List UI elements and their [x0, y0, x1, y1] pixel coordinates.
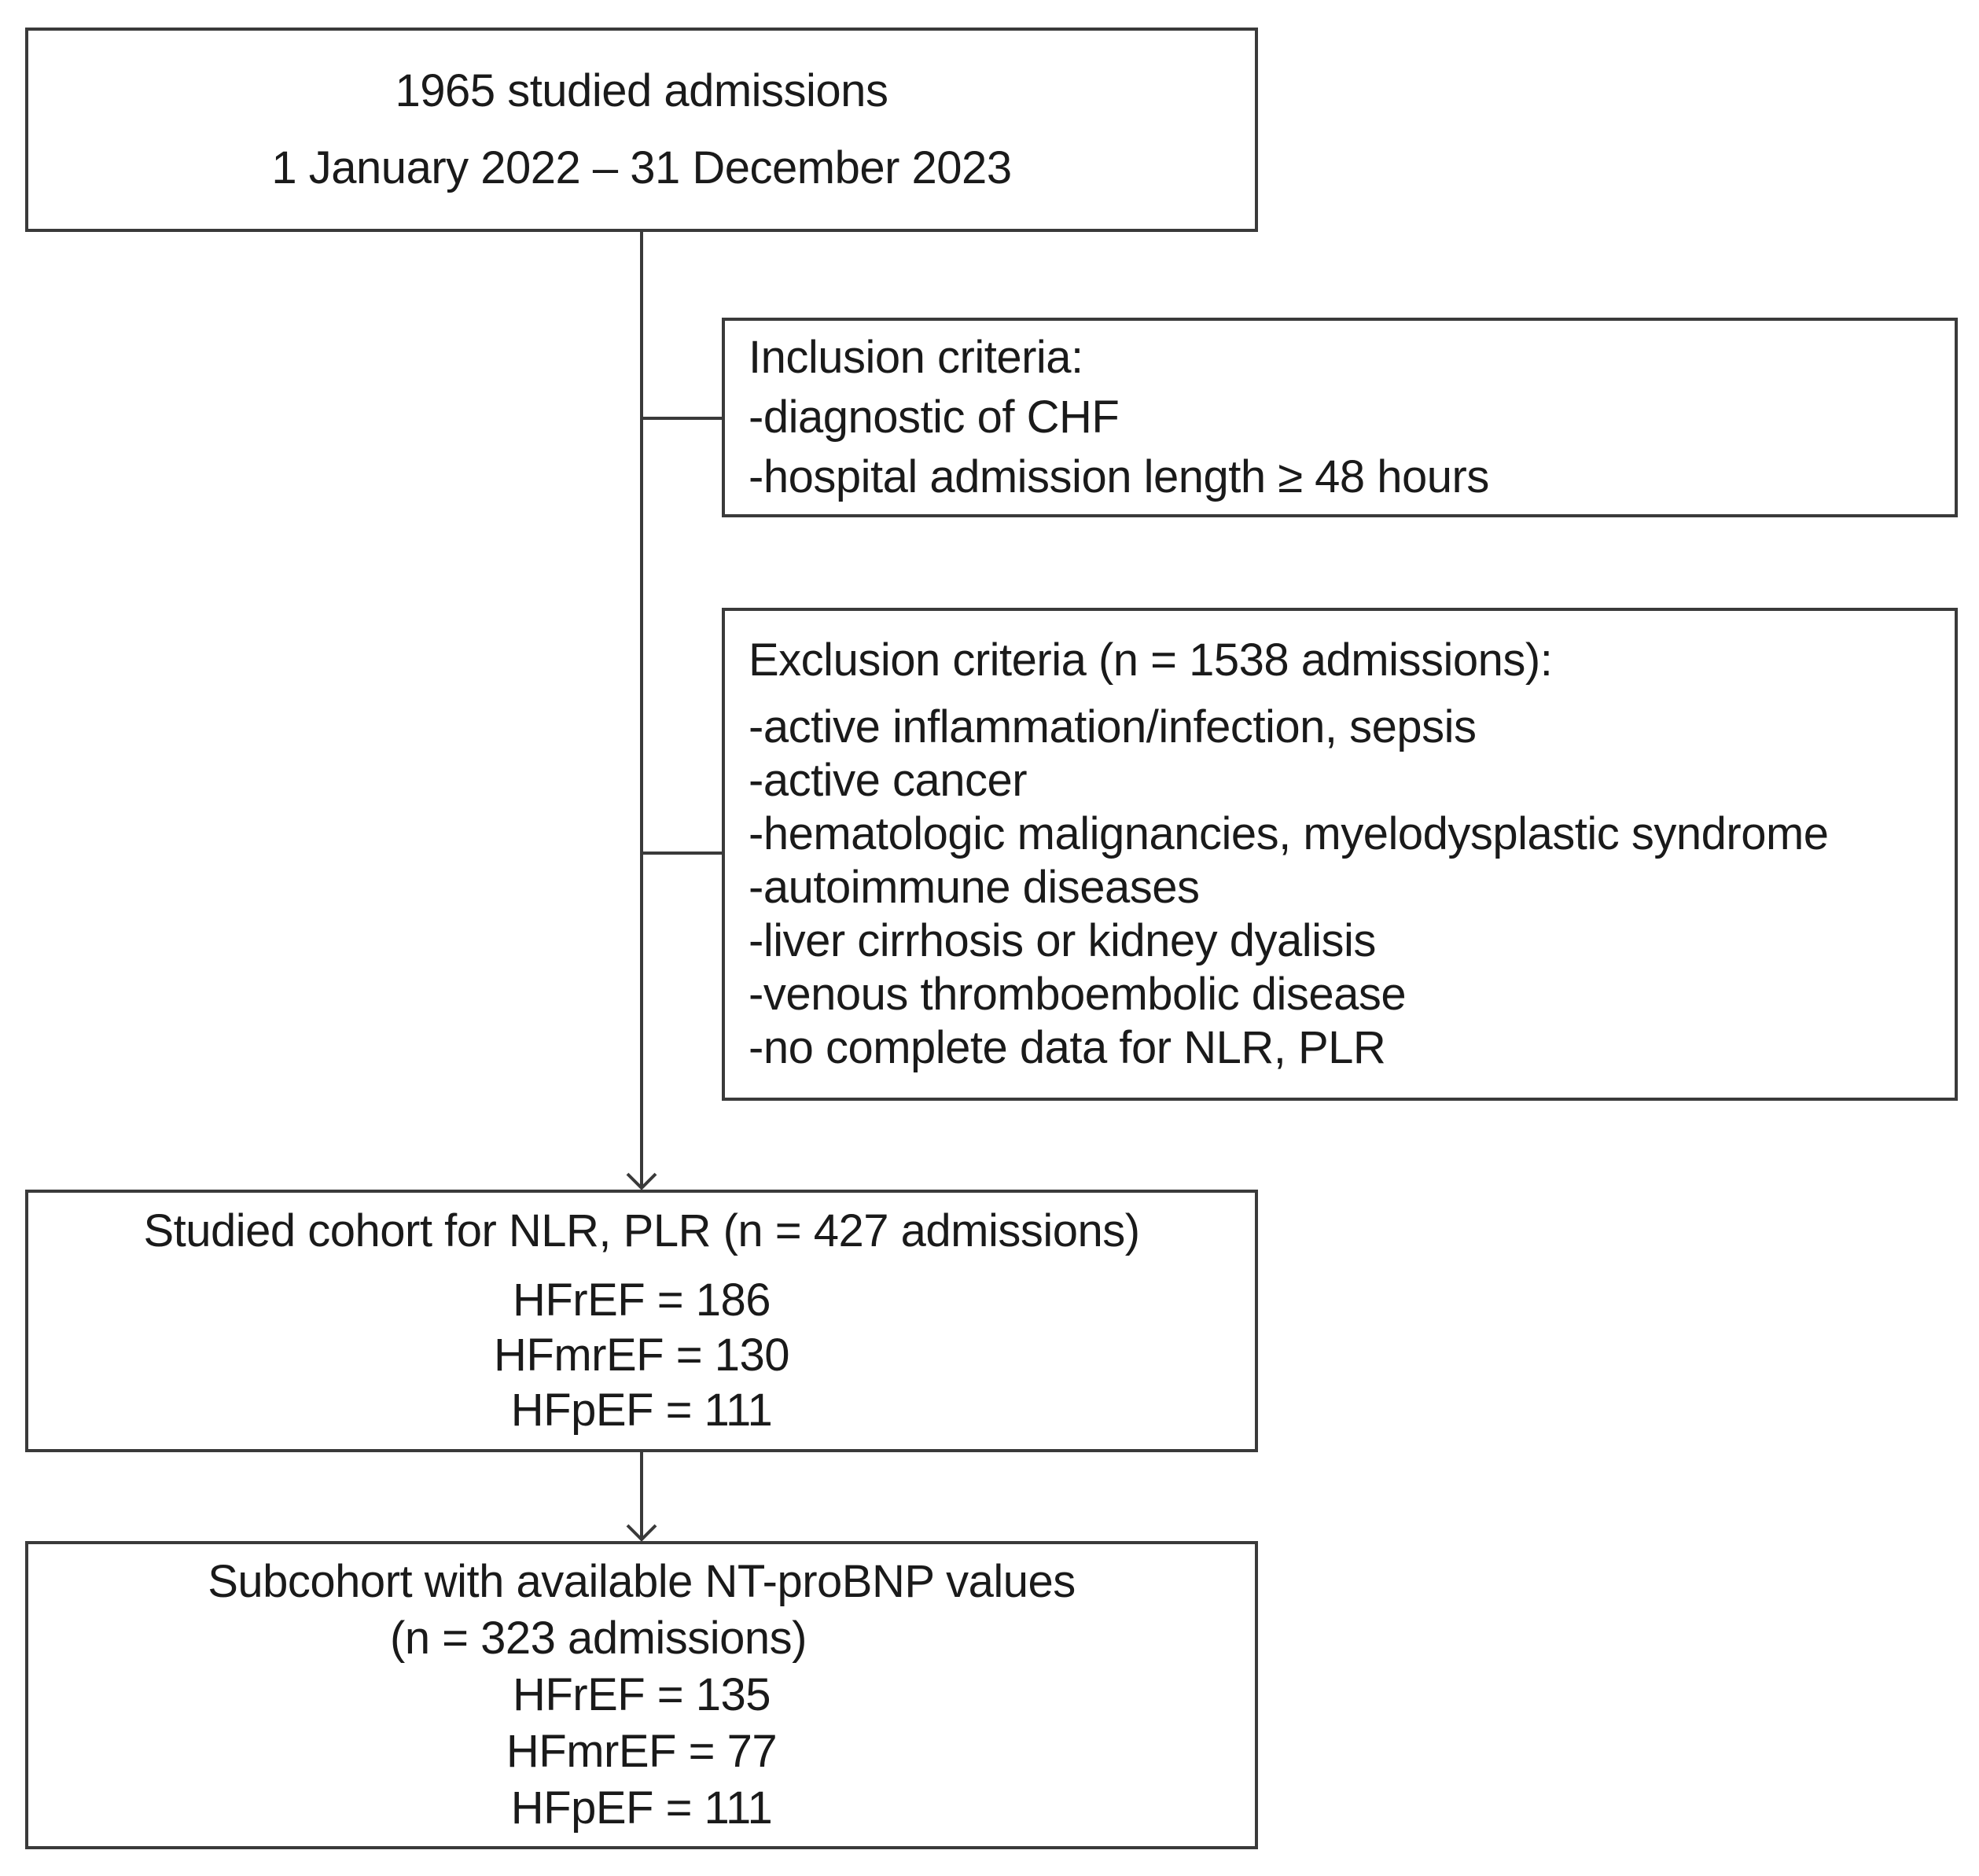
exclusion-item: -hematologic malignancies, myelodysplastic syndrome [749, 808, 1829, 859]
exclusion-item: -liver cirrhosis or kidney dyalisis [749, 915, 1376, 966]
inclusion-connector [640, 417, 723, 420]
exclusion-item: -autoimmune diseases [749, 862, 1200, 913]
subcohort-count: (n = 323 admissions) [390, 1613, 807, 1664]
studied-cohort-box [25, 1190, 1258, 1452]
cohort-group-hfmref: HFmrEF = 130 [494, 1330, 789, 1381]
subcohort-group-hfpef: HFpEF = 111 [510, 1782, 773, 1834]
subcohort-group-hfmref: HFmrEF = 77 [506, 1726, 778, 1777]
studied-admissions-title: 1965 studied admissions [395, 65, 888, 116]
exclusion-criteria-box [722, 608, 1958, 1101]
inclusion-item: -diagnostic of CHF [749, 392, 1120, 443]
studied-admissions-box [25, 28, 1258, 232]
subcohort-group-hfref: HFrEF = 135 [512, 1669, 771, 1720]
exclusion-item: -venous thromboembolic disease [749, 969, 1407, 1020]
subcohort-title: Subcohort with available NT-proBNP values [208, 1556, 1076, 1607]
cohort-group-hfpef: HFpEF = 111 [510, 1385, 773, 1436]
cohort-group-hfref: HFrEF = 186 [512, 1275, 771, 1326]
inclusion-criteria-box [722, 318, 1958, 517]
inclusion-heading: Inclusion criteria: [749, 332, 1083, 383]
exclusion-item: -no complete data for NLR, PLR [749, 1022, 1386, 1073]
subcohort-box [25, 1541, 1258, 1849]
main-flow-line [640, 232, 643, 1186]
exclusion-connector [640, 852, 723, 855]
inclusion-item: -hospital admission length ≥ 48 hours [749, 451, 1489, 502]
exclusion-item: -active inflammation/infection, sepsis [749, 701, 1477, 752]
cohort-title: Studied cohort for NLR, PLR (n = 427 admissions) [143, 1205, 1140, 1256]
exclusion-item: -active cancer [749, 755, 1028, 806]
study-period: 1 January 2022 – 31 December 2023 [271, 142, 1012, 193]
exclusion-heading: Exclusion criteria (n = 1538 admissions): [749, 635, 1553, 686]
